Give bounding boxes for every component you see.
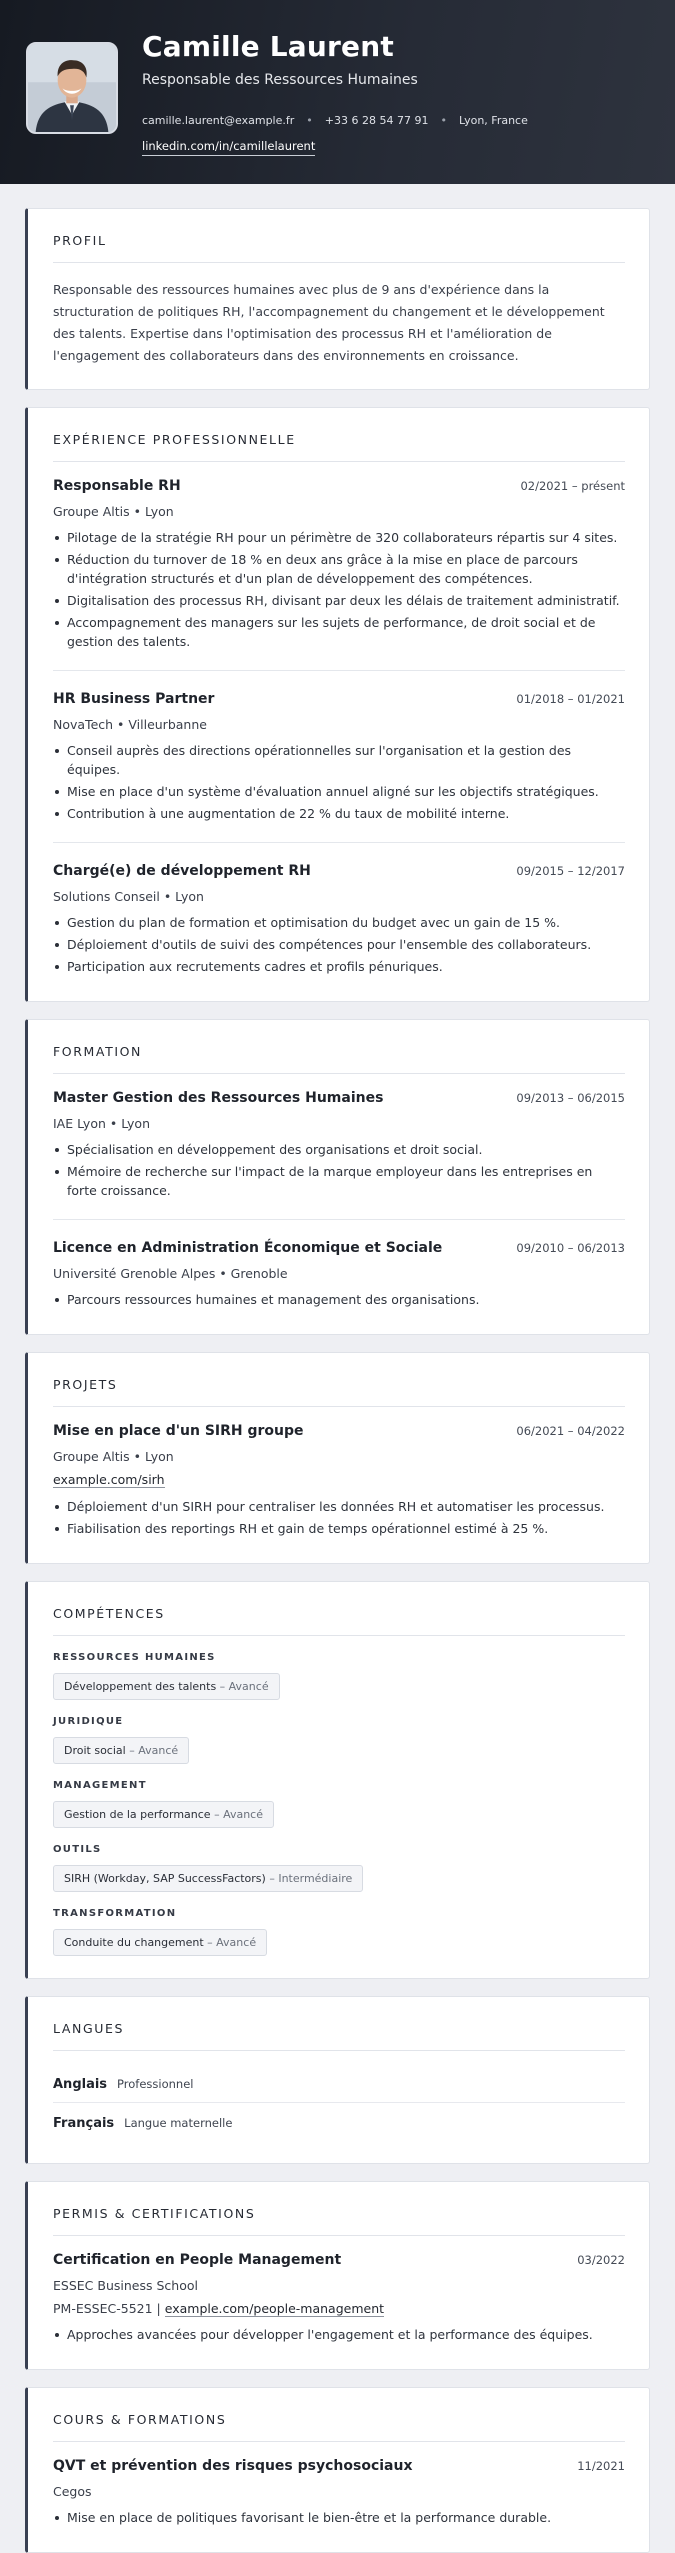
skill-group-label: MANAGEMENT (53, 1780, 147, 1791)
degree-title: Licence en Administration Économique et Sociale (53, 1240, 443, 1256)
section-title: COURS & FORMATIONS (53, 2412, 625, 2442)
experience-entry (53, 478, 625, 670)
skill-name: Droit social (64, 1744, 126, 1757)
section-cours (25, 2387, 650, 2553)
language-level: Professionnel (117, 2077, 194, 2091)
degree-title: Master Gestion des Ressources Humaines (53, 1090, 384, 1106)
job-title: Chargé(e) de développement RH (53, 863, 311, 879)
skill-level: – Avancé (203, 1936, 257, 1949)
certification-issuer: ESSEC Business School (53, 2278, 198, 2293)
skill-group (53, 1908, 625, 1956)
bullet-item: Gestion du plan de formation et optimisation du budget avec un gain de 15 %. (53, 913, 625, 932)
degree-bullets (53, 1290, 625, 1309)
skill-name: SIRH (Workday, SAP SuccessFactors) (64, 1872, 266, 1885)
skill-group-label: JURIDIQUE (53, 1716, 124, 1727)
linkedin-link[interactable]: linkedin.com/in/camillelaurent (142, 139, 315, 156)
skill-group (53, 1716, 625, 1764)
profil-text: Responsable des ressources humaines avec plus de 9 ans d'expérience dans la structuration de politiques RH, l'accompagnement du changement et le développement des talents. Expertise dans l'optimisation des processus RH et l'amélioration de l'engagement des collaborateurs dans des environnements en croissance. (53, 282, 605, 363)
skill-chip (53, 1801, 274, 1828)
section-title: PERMIS & CERTIFICATIONS (53, 2206, 625, 2236)
skill-group (53, 1844, 625, 1892)
certification-link[interactable]: example.com/people-management (164, 2301, 385, 2316)
contact-separator: • (440, 114, 447, 127)
contact-line (142, 114, 528, 127)
bullet-item: Spécialisation en développement des organisations et droit social. (53, 1140, 625, 1159)
project-title: Mise en place d'un SIRH groupe (53, 1423, 304, 1439)
job-bullets (53, 913, 625, 976)
resume-header (0, 0, 675, 184)
skill-group-label: RESSOURCES HUMAINES (53, 1652, 216, 1663)
skill-level: – Avancé (125, 1744, 179, 1757)
skill-chip (53, 1737, 189, 1764)
skill-group-label: OUTILS (53, 1844, 102, 1855)
skill-group (53, 1780, 625, 1828)
bullet-item: Mise en place de politiques favorisant le bien-être et la performance durable. (53, 2508, 625, 2527)
bullet-item: Mémoire de recherche sur l'impact de la marque employeur dans les entreprises en forte croissance. (53, 1162, 625, 1200)
section-profil (25, 208, 650, 390)
job-dates: 02/2021 – présent (520, 479, 625, 493)
section-title: PROFIL (53, 233, 625, 263)
school-name: Université Grenoble Alpes • Grenoble (53, 1266, 288, 1281)
bullet-item: Parcours ressources humaines et management des organisations. (53, 1290, 625, 1309)
job-company: Groupe Altis • Lyon (53, 504, 174, 519)
section-title: EXPÉRIENCE PROFESSIONNELLE (53, 432, 625, 462)
bullet-item: Approches avancées pour développer l'engagement et la performance des équipes. (53, 2325, 625, 2344)
certification-id-line (53, 2301, 625, 2316)
avatar (26, 42, 118, 134)
bullet-item: Pilotage de la stratégie RH pour un périmètre de 320 collaborateurs répartis sur 4 sites. (53, 528, 625, 547)
certification-date: 03/2022 (577, 2253, 625, 2267)
job-bullets (53, 741, 625, 823)
experience-entry (53, 842, 625, 976)
project-dates: 06/2021 – 04/2022 (516, 1424, 625, 1438)
school-name: IAE Lyon • Lyon (53, 1116, 150, 1131)
job-dates: 01/2018 – 01/2021 (516, 692, 625, 706)
job-bullets (53, 528, 625, 651)
certification-id: PM-ESSEC-5521 (53, 2301, 153, 2316)
bullet-item: Fiabilisation des reportings RH et gain de temps opérationnel estimé à 25 %. (53, 1519, 625, 1538)
job-dates: 09/2015 – 12/2017 (516, 864, 625, 878)
course-title: QVT et prévention des risques psychosociaux (53, 2458, 413, 2474)
skill-name: Gestion de la performance (64, 1808, 211, 1821)
language-level: Langue maternelle (124, 2116, 233, 2130)
project-entry (53, 1423, 625, 1538)
candidate-name: Camille Laurent (142, 30, 394, 63)
bullet-item: Participation aux recrutements cadres et profils pénuriques. (53, 957, 625, 976)
skill-chip (53, 1865, 363, 1892)
section-projets (25, 1352, 650, 1564)
person-photo-icon (28, 44, 116, 132)
course-entry (53, 2458, 625, 2527)
bullet-item: Contribution à une augmentation de 22 % du taux de mobilité interne. (53, 804, 625, 823)
email-link[interactable]: camille.laurent@example.fr (142, 114, 295, 127)
bullet-item: Déploiement d'outils de suivi des compétences pour l'ensemble des collaborateurs. (53, 935, 625, 954)
language-row (53, 2067, 625, 2102)
id-separator: | (152, 2301, 165, 2316)
location: Lyon, France (458, 114, 528, 127)
skill-chip (53, 1929, 267, 1956)
section-langues (25, 1996, 650, 2164)
bullet-item: Conseil auprès des directions opérationnelles sur l'organisation et la gestion des équipes. (53, 741, 625, 779)
skill-name: Développement des talents (64, 1680, 217, 1693)
education-entry (53, 1219, 625, 1309)
job-title: Responsable RH (53, 478, 181, 494)
education-entry (53, 1090, 625, 1219)
skill-group-label: TRANSFORMATION (53, 1908, 177, 1919)
degree-bullets (53, 1140, 625, 1200)
skill-level: – Avancé (210, 1808, 263, 1821)
degree-dates: 09/2013 – 06/2015 (516, 1091, 625, 1105)
section-title: COMPÉTENCES (53, 1606, 625, 1636)
project-org: Groupe Altis • Lyon (53, 1449, 174, 1464)
experience-entry (53, 670, 625, 842)
language-name: Français (53, 2116, 115, 2131)
job-title: HR Business Partner (53, 691, 215, 707)
language-name: Anglais (53, 2077, 108, 2092)
candidate-title: Responsable des Ressources Humaines (142, 72, 418, 88)
section-experience (25, 407, 650, 1002)
course-bullets (53, 2508, 625, 2527)
phone-link[interactable]: +33 6 28 54 77 91 (324, 114, 429, 127)
certification-entry (53, 2252, 625, 2344)
skill-level: – Intermédiaire (265, 1872, 353, 1885)
degree-dates: 09/2010 – 06/2013 (516, 1241, 625, 1255)
project-link[interactable]: example.com/sirh (53, 1472, 165, 1487)
section-competences (25, 1581, 650, 1979)
skill-name: Conduite du changement (64, 1936, 204, 1949)
skill-group (53, 1652, 625, 1700)
bullet-item: Réduction du turnover de 18 % en deux ans grâce à la mise en place de parcours d'intégration structurés et d'un plan de développement des compétences. (53, 550, 625, 588)
bullet-item: Déploiement d'un SIRH pour centraliser les données RH et automatiser les processus. (53, 1497, 625, 1516)
job-company: NovaTech • Villeurbanne (53, 717, 207, 732)
language-row (53, 2102, 625, 2141)
skill-chip (53, 1673, 280, 1700)
job-company: Solutions Conseil • Lyon (53, 889, 204, 904)
project-bullets (53, 1497, 625, 1538)
course-org: Cegos (53, 2484, 92, 2499)
bullet-item: Digitalisation des processus RH, divisant par deux les délais de traitement administratif. (53, 591, 625, 610)
course-date: 11/2021 (577, 2459, 625, 2473)
resume-body (0, 184, 675, 2553)
section-formation (25, 1019, 650, 1335)
contact-separator: • (306, 114, 313, 127)
section-title: PROJETS (53, 1377, 625, 1407)
bullet-item: Mise en place d'un système d'évaluation annuel aligné sur les objectifs stratégiques. (53, 782, 625, 801)
section-title: LANGUES (53, 2021, 625, 2051)
skill-level: – Avancé (216, 1680, 269, 1693)
bullet-item: Accompagnement des managers sur les sujets de performance, de droit social et de gestion des talents. (53, 613, 625, 651)
certification-bullets (53, 2325, 625, 2344)
section-title: FORMATION (53, 1044, 625, 1074)
certification-title: Certification en People Management (53, 2252, 342, 2268)
section-certifications (25, 2181, 650, 2370)
